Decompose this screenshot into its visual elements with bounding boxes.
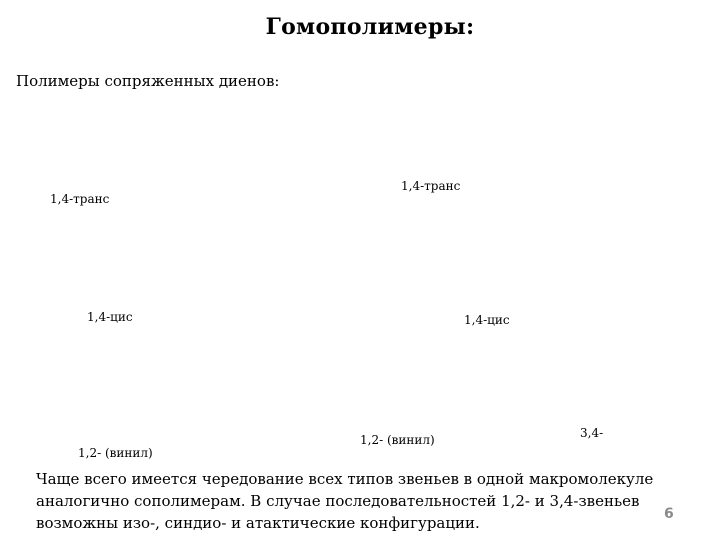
label-left-1-4-trans: 1,4-транс — [50, 192, 110, 206]
body-line: возможны изо-, синдио- и атактические конфигурации. — [36, 514, 480, 532]
slide-title: Гомополимеры: — [265, 14, 475, 40]
body-line: аналогично сополимерам. В случае последовательностей 1,2- и 3,4-звеньев — [36, 492, 640, 510]
label-left-1-2-vinyl: 1,2- (винил) — [78, 446, 153, 460]
label-3-4: 3,4- — [580, 426, 604, 440]
label-right-1-2-vinyl: 1,2- (винил) — [360, 433, 435, 447]
label-right-1-4-trans: 1,4-транс — [401, 179, 461, 193]
page-number: 6 — [664, 506, 674, 522]
label-left-1-4-cis: 1,4-цис — [87, 310, 133, 324]
label-right-1-4-cis: 1,4-цис — [464, 313, 510, 327]
body-line: Чаще всего имеется чередование всех типов звеньев в одной макромолекуле — [36, 470, 654, 488]
body-paragraph — [36, 468, 676, 534]
slide-subtitle: Полимеры сопряженных диенов: — [16, 72, 280, 90]
